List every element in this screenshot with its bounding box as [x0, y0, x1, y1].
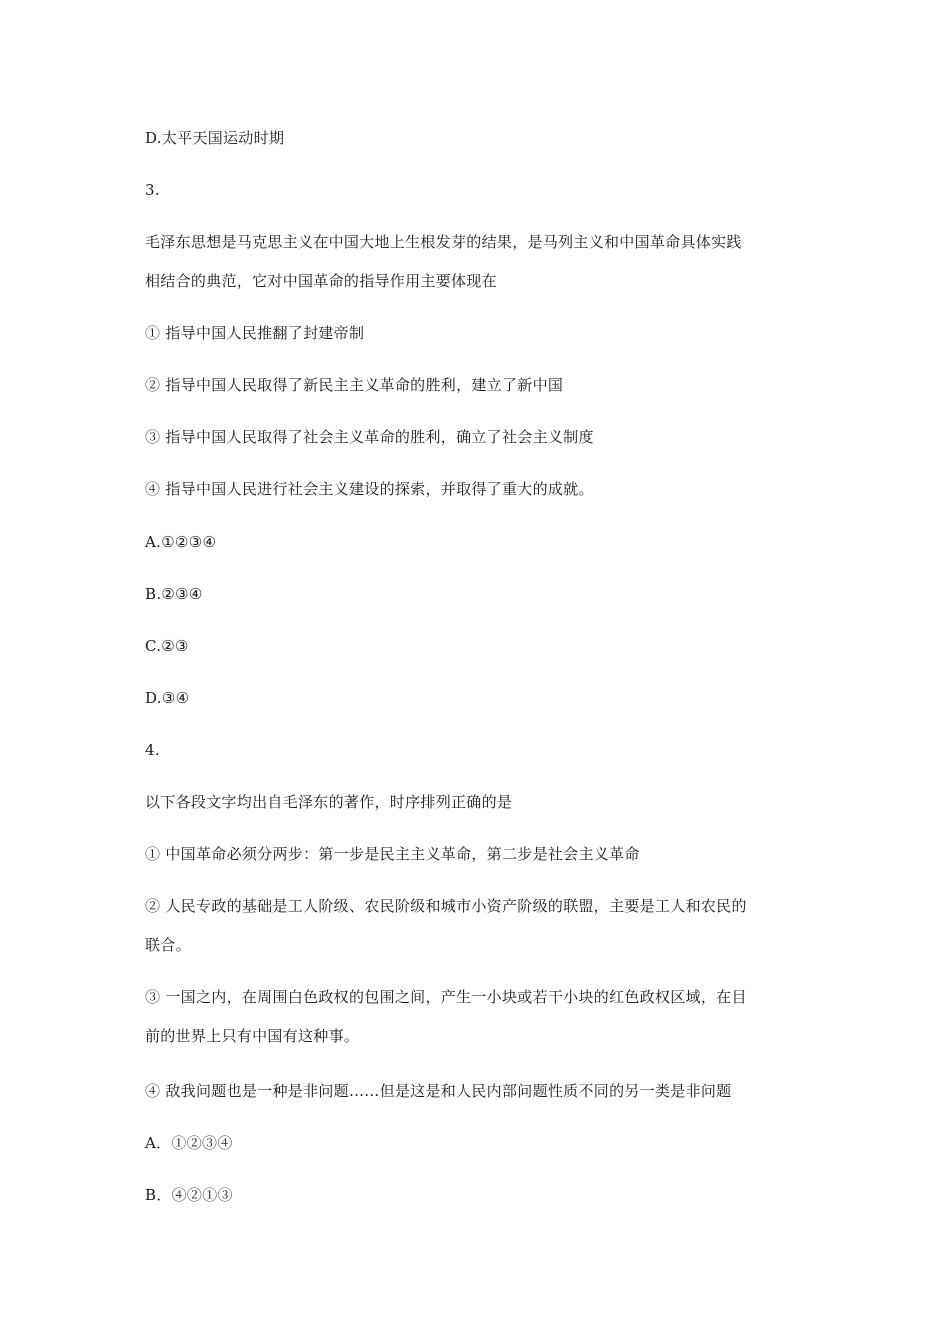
prev-option-d: D.太平天国运动时期: [145, 129, 285, 147]
q4-stem: 以下各段文字均出自毛泽东的著作，时序排列正确的是: [145, 793, 513, 811]
q3-stem-line2: 相结合的典范，它对中国革命的指导作用主要体现在: [145, 272, 497, 290]
q3-number: 3.: [145, 181, 160, 199]
q3-option-a: A.①②③④: [145, 533, 217, 551]
q3-item-1: ① 指导中国人民推翻了封建帝制: [145, 324, 365, 342]
q4-option-b: B．④②①③: [145, 1186, 233, 1204]
q4-item-1: ① 中国革命必须分两步：第一步是民主主义革命，第二步是社会主义革命: [145, 845, 640, 863]
q3-item-3: ③ 指导中国人民取得了社会主义革命的胜利，确立了社会主义制度: [145, 428, 594, 446]
q3-option-d: D.③④: [145, 689, 190, 707]
q3-option-c: C.②③: [145, 637, 189, 655]
q3-item-2: ② 指导中国人民取得了新民主主义革命的胜利，建立了新中国: [145, 376, 564, 394]
q4-item-3-line2: 前的世界上只有中国有这种事。: [145, 1027, 360, 1045]
q3-option-b: B.②③④: [145, 585, 203, 603]
q4-item-2-line2: 联合。: [145, 936, 191, 954]
q4-item-2-line1: ② 人民专政的基础是工人阶级、农民阶级和城市小资产阶级的联盟，主要是工人和农民的: [145, 897, 747, 915]
q3-stem-line1: 毛泽东思想是马克思主义在中国大地上生根发芽的结果，是马列主义和中国革命具体实践: [145, 233, 742, 251]
q4-number: 4.: [145, 741, 160, 759]
q4-option-a: A．①②③④: [145, 1134, 233, 1152]
q4-item-4: ④ 敌我问题也是一种是非问题……但是这是和人民内部问题性质不同的另一类是非问题: [145, 1082, 732, 1100]
q3-item-4: ④ 指导中国人民进行社会主义建设的探索，并取得了重大的成就。: [145, 480, 594, 498]
q4-item-3-line1: ③ 一国之内，在周围白色政权的包围之间，产生一小块或若干小块的红色政权区域，在目: [145, 988, 747, 1006]
